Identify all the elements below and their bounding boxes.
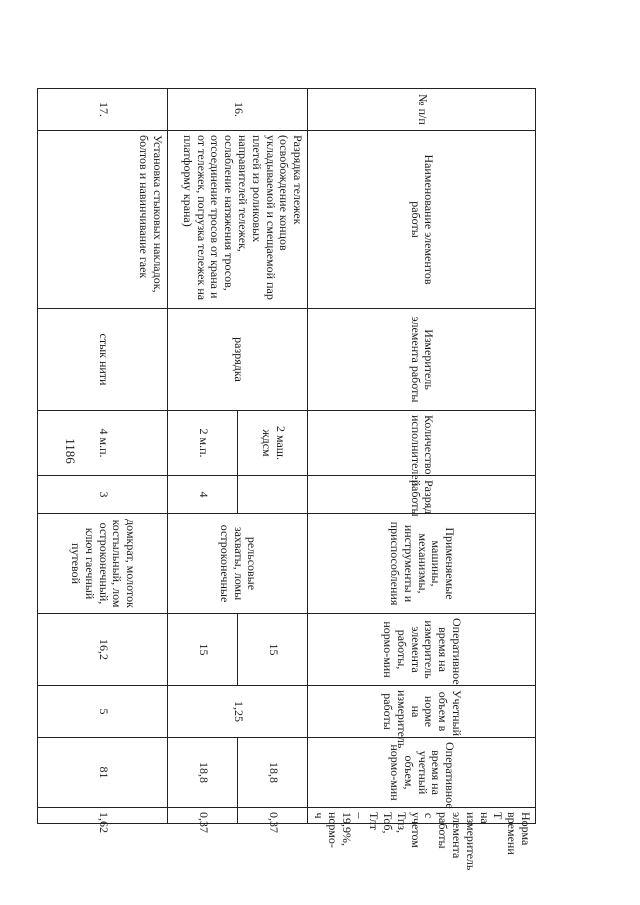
header-workers: Количество исполнителей (308, 411, 536, 476)
row17-name: Установка стыковых накладок, болтов и навинчивание гаек (38, 131, 168, 309)
row16-workers-b: 2 м.п. (168, 411, 238, 476)
row16-num: 16. (168, 89, 308, 131)
header-op-time: Оперативное время на измеритель элемента работы, нормо-мин (308, 614, 536, 686)
row17-op-vol: 81 (38, 738, 168, 808)
row17-workers: 4 м.п. (38, 411, 168, 476)
row16-norm-a: 0,37 (238, 808, 308, 824)
row17-norm: 1,62 (38, 808, 168, 824)
table-row-16a (238, 89, 308, 824)
row17-op-time: 16,2 (38, 614, 168, 686)
norm-table (37, 88, 536, 871)
row16-op-vol-b: 18,8 (168, 738, 238, 808)
row16-name: Разрядка тележек (освобождение концов укладываемой и смещаемой пар плетей из роликовых направителей тележек, ослабление натяжения тросов, отсоединение тросов от крана и от тележек, погрузка тележек на платформу крана) (168, 131, 308, 309)
row16-op-time-a: 15 (238, 614, 308, 686)
table-row-17 (38, 89, 168, 824)
row16-grade-b: 4 (168, 476, 238, 514)
row16-volume: 1,25 (168, 686, 308, 738)
header-op-time-volume: Оперативное время на учетный объем, нормо-мин (308, 738, 536, 808)
header-name: Наименование элементов работы (308, 131, 536, 309)
row17-grade: 3 (38, 476, 168, 514)
row16-grade-a (238, 476, 308, 514)
row17-tools: домкрат, молоток костыльный, лом остроконечный, ключ гаечный путевой (38, 514, 168, 614)
row16-op-time-b: 15 (168, 614, 238, 686)
header-tools: Применяемые машины, механизмы, инструменты и приспособления (308, 514, 536, 614)
row17-meter: стык нити (38, 309, 168, 411)
header-norm-time: Норма времени Т на измеритель элемента работы с учетом Тпз, Тоб, Тлт – 19,9%, нормо-ч (308, 808, 536, 824)
row16-workers-a: 2 маш. ждсм (238, 411, 308, 476)
row16-meter: разрядка (168, 309, 308, 411)
row16-op-vol-a: 18,8 (238, 738, 308, 808)
row16-tools: рельсовые захваты, ломы остроконечные (168, 514, 308, 614)
header-grade: Разряд работы (308, 476, 536, 514)
row17-volume: 5 (38, 686, 168, 738)
row16-norm-b: 0,37 (168, 808, 238, 824)
table-header-row (308, 89, 536, 824)
header-meter: Измеритель элемента работы (308, 309, 536, 411)
page-number: 1186 (63, 438, 78, 464)
row17-num: 17. (38, 89, 168, 131)
header-num: № п/п (308, 89, 536, 131)
header-volume: Учетный объем в норме на измеритель работы (308, 686, 536, 738)
